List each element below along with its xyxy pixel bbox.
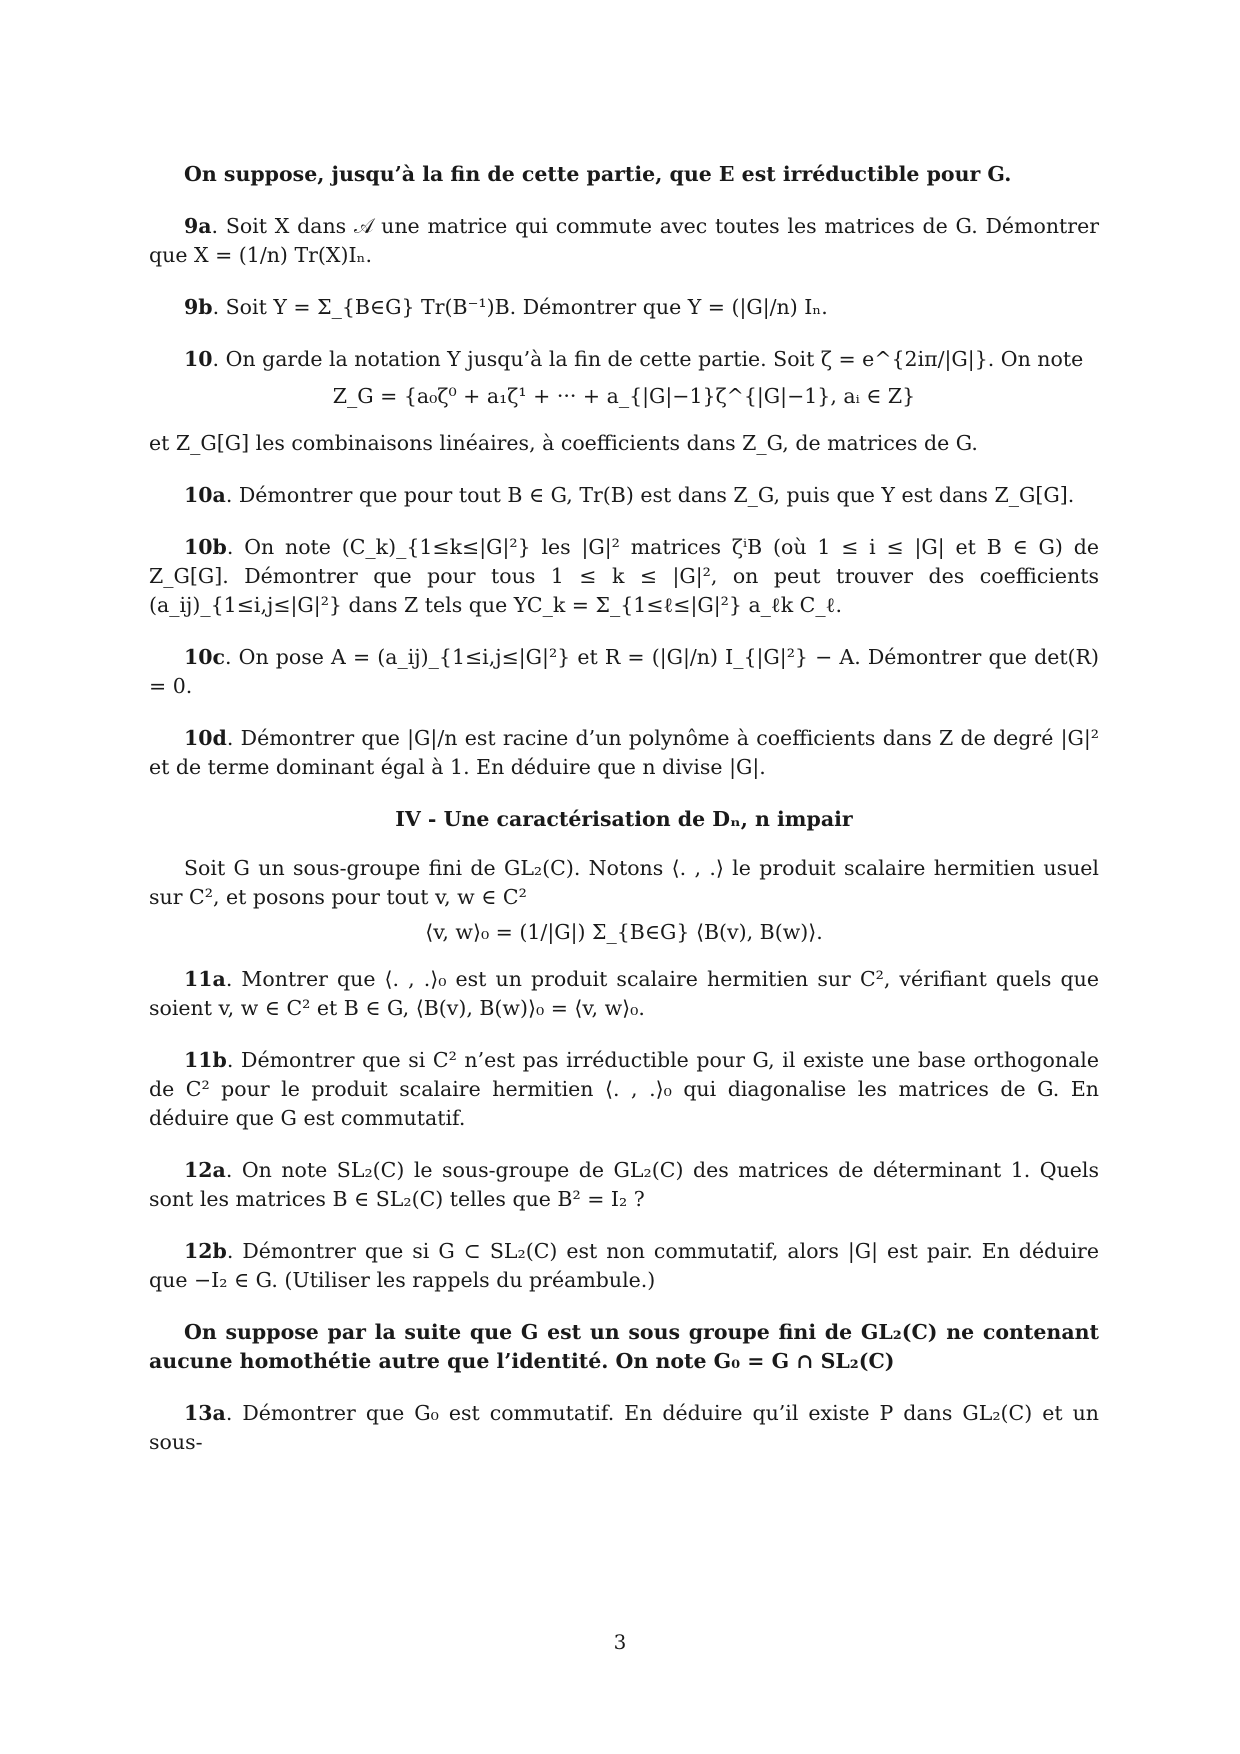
question-12b — [149, 1237, 1099, 1295]
equation-inner-product: ⟨v, w⟩₀ = (1/|G|) Σ_{B∈G} ⟨B(v), B(w)⟩. — [425, 920, 823, 944]
section-intro: Soit G un sous-groupe fini de GL₂(C). Notons ⟨. , .⟩ le produit scalaire hermitien usuel sur C², et posons pour tout v, w ∈ C² — [149, 856, 1099, 909]
question-9b — [149, 293, 1099, 322]
question-11b — [149, 1046, 1099, 1133]
assumption-paragraph: On suppose, jusqu’à la fin de cette partie, que E est irréductible pour G. — [184, 162, 1012, 186]
question-text: . Soit X dans 𝒜 une matrice qui commute avec toutes les matrices de G. Démontrer que X = (1/n) Tr(X)Iₙ. — [149, 214, 1099, 267]
question-number: 11b — [184, 1048, 227, 1072]
question-text: . Démontrer que |G|/n est racine d’un polynôme à coefficients dans Z de degré |G|² et de terme dominant égal à 1. En déduire que n divise |G|. — [149, 726, 1099, 779]
question-text: . On garde la notation Y jusqu’à la fin de cette partie. Soit ζ = e^{2iπ/|G|}. On note — [212, 347, 1084, 371]
question-12a — [149, 1156, 1099, 1214]
question-11a — [149, 965, 1099, 1023]
question-number: 10b — [184, 535, 227, 559]
question-text: . Montrer que ⟨. , .⟩₀ est un produit scalaire hermitien sur C², vérifiant quels que soient v, w ∈ C² et B ∈ G, ⟨B(v), B(w)⟩₀ = ⟨v, w⟩₀. — [149, 967, 1099, 1020]
question-number: 10 — [184, 347, 213, 371]
page-number: 3 — [613, 1630, 627, 1654]
question-text: . Démontrer que G₀ est commutatif. En déduire qu’il existe P dans GL₂(C) et un sous- — [149, 1401, 1099, 1454]
question-text: . On note SL₂(C) le sous-groupe de GL₂(C) des matrices de déterminant 1. Quels sont les matrices B ∈ SL₂(C) telles que B² = I₂ ? — [149, 1158, 1099, 1211]
assumption-paragraph-2: On suppose par la suite que G est un sous groupe fini de GL₂(C) ne contenant aucune homothétie autre que l’identité. On note G₀ = G ∩ SL₂(C) — [149, 1320, 1099, 1373]
question-number: 10a — [184, 483, 226, 507]
section-title: IV - Une caractérisation de Dₙ, n impair — [395, 807, 853, 831]
equation-ZG: Z_G = {a₀ζ⁰ + a₁ζ¹ + ··· + a_{|G|−1}ζ^{|G|−1}, aᵢ ∈ Z} — [332, 384, 916, 408]
question-number: 11a — [184, 967, 226, 991]
question-10d — [149, 724, 1099, 782]
question-10 — [149, 345, 1099, 374]
question-text: . Démontrer que pour tout B ∈ G, Tr(B) est dans Z_G, puis que Y est dans Z_G[G]. — [225, 483, 1075, 507]
question-number: 9b — [184, 295, 213, 319]
question-number: 9a — [184, 214, 212, 238]
question-number: 10d — [184, 726, 227, 750]
question-13a — [149, 1399, 1099, 1457]
document-body — [149, 160, 1099, 1480]
question-text: . On note (C_k)_{1≤k≤|G|²} les |G|² matrices ζⁱB (où 1 ≤ i ≤ |G| et B ∈ G) de Z_G[G]. Démontrer que pour tous 1 ≤ k ≤ |G|², on peut trouver des coefficients (a_ij)_{1≤i,j≤|G|²} dans Z tels que YC_k = Σ_{1≤ℓ≤|G|²} a_ℓk C_ℓ. — [149, 535, 1099, 617]
question-text: . Démontrer que si G ⊂ SL₂(C) est non commutatif, alors |G| est pair. En déduire que −I₂ ∈ G. (Utiliser les rappels du préambule.) — [149, 1239, 1099, 1292]
question-10b — [149, 533, 1099, 620]
question-number: 12b — [184, 1239, 227, 1263]
question-10a — [149, 481, 1099, 510]
question-text: . Démontrer que si C² n’est pas irréductible pour G, il existe une base orthogonale de C² pour le produit scalaire hermitien ⟨. , .⟩₀ qui diagonalise les matrices de G. En déduire que G est commutatif. — [149, 1048, 1099, 1130]
question-10-continuation: et Z_G[G] les combinaisons linéaires, à coefficients dans Z_G, de matrices de G. — [149, 431, 978, 455]
question-text: . Soit Y = Σ_{B∈G} Tr(B⁻¹)B. Démontrer que Y = (|G|/n) Iₙ. — [212, 295, 828, 319]
question-9a — [149, 212, 1099, 270]
question-number: 13a — [184, 1401, 226, 1425]
question-text: . On pose A = (a_ij)_{1≤i,j≤|G|²} et R = (|G|/n) I_{|G|²} − A. Démontrer que det(R) = 0. — [149, 645, 1099, 698]
question-number: 12a — [184, 1158, 226, 1182]
question-10c — [149, 643, 1099, 701]
question-number: 10c — [184, 645, 226, 669]
